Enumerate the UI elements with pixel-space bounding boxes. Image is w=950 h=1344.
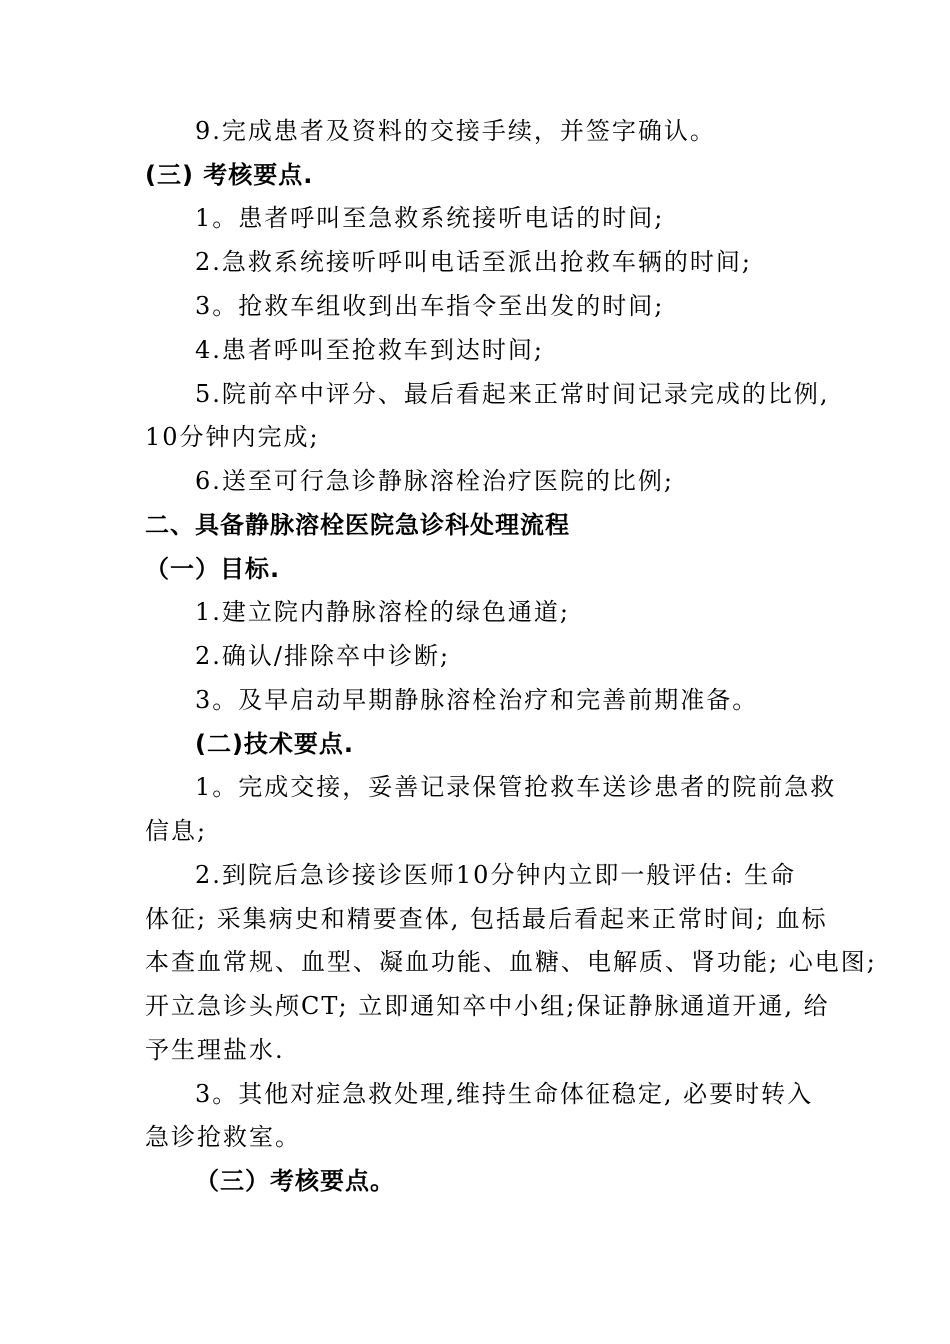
technical-item-2: 2.到院后急诊接诊医师10分钟内立即一般评估: 生命: [195, 861, 797, 889]
assessment-item-5-continued: 10分钟内完成;: [145, 423, 320, 451]
section-heading-assessment-emergency: （三）考核要点。: [195, 1167, 395, 1195]
technical-item-1-continued: 信息;: [145, 817, 208, 845]
technical-item-1: 1。完成交接，妥善记录保管抢救车送诊患者的院前急救: [195, 773, 837, 801]
technical-item-2-line-5: 予生理盐水.: [145, 1036, 285, 1064]
section-heading-assessment-prehospital: (三) 考核要点.: [145, 161, 314, 189]
technical-item-2-line-2: 体征; 采集病史和精要查体, 包括最后看起来正常时间; 血标: [145, 905, 828, 933]
chapter-heading-emergency-process: 二、具备静脉溶栓医院急诊科处理流程: [145, 511, 570, 539]
technical-item-2-line-3: 本查血常规、血型、凝血功能、血糖、电解质、肾功能; 心电图;: [145, 948, 877, 976]
technical-item-3: 3。其他对症急救处理,维持生命体征稳定, 必要时转入: [195, 1080, 814, 1108]
goal-item-2: 2.确认/排除卒中诊断;: [195, 642, 451, 670]
handover-item-9: 9.完成患者及资料的交接手续，并签字确认。: [195, 117, 716, 145]
section-heading-technical-points: (二)技术要点.: [195, 730, 355, 758]
goal-item-3: 3。及早启动早期静脉溶栓治疗和完善前期准备。: [195, 686, 759, 714]
assessment-item-2: 2.急救系统接听呼叫电话至派出抢救车辆的时间;: [195, 248, 752, 276]
assessment-item-3: 3。抢救车组收到出车指令至出发的时间;: [195, 292, 665, 320]
technical-item-2-line-4: 开立急诊头颅CT; 立即通知卒中小组;保证静脉通道开通, 给: [145, 992, 830, 1020]
assessment-item-6: 6.送至可行急诊静脉溶栓治疗医院的比例;: [195, 467, 674, 495]
assessment-item-5: 5.院前卒中评分、最后看起来正常时间记录完成的比例,: [195, 380, 830, 408]
technical-item-3-continued: 急诊抢救室。: [145, 1123, 301, 1151]
assessment-item-1: 1。患者呼叫至急救系统接听电话的时间;: [195, 204, 665, 232]
assessment-item-4: 4.患者呼叫至抢救车到达时间;: [195, 336, 544, 364]
goal-item-1: 1.建立院内静脉溶栓的绿色通道;: [195, 598, 570, 626]
section-heading-goals: （一）目标.: [145, 555, 281, 583]
